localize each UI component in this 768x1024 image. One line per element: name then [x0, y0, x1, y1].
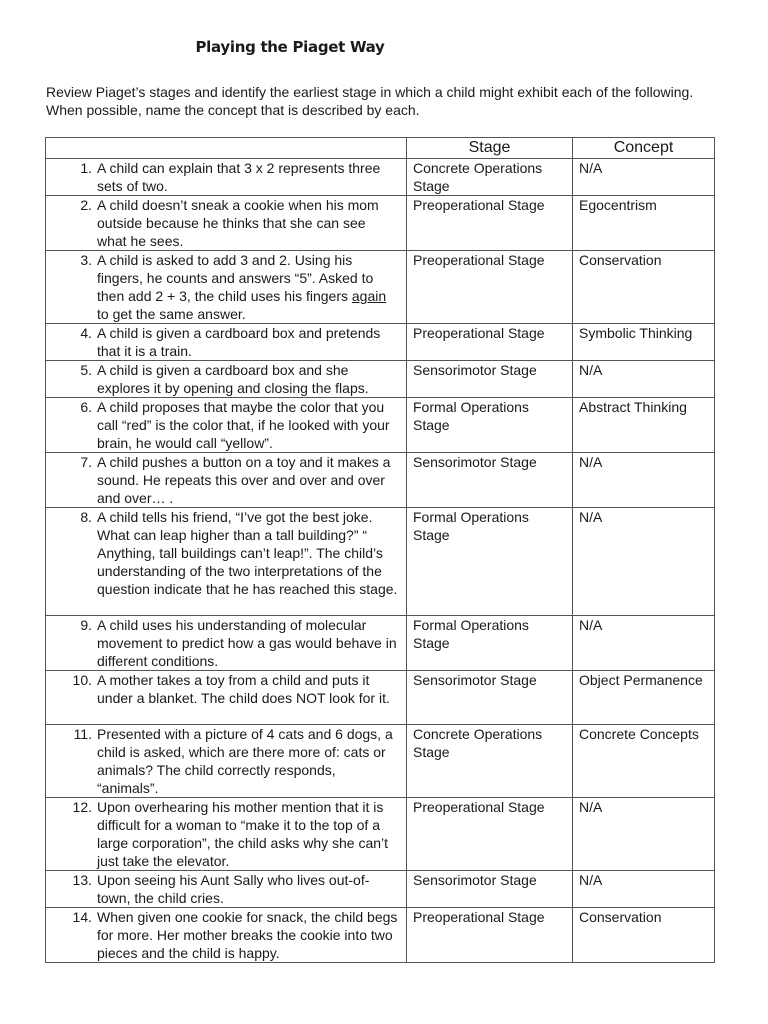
item-text-tail: to get the same answer.	[97, 306, 246, 322]
item-cell	[46, 508, 407, 616]
concept-cell: Abstract Thinking	[573, 398, 715, 453]
table-row	[46, 159, 715, 196]
item-text: A child is given a cardboard box and pretends that it is a train.	[97, 325, 381, 359]
stage-cell: Sensorimotor Stage	[407, 871, 573, 908]
header-concept: Concept	[573, 138, 715, 159]
item-text: A child is asked to add 3 and 2. Using his fingers, he counts and answers “5”. Asked to then add 2 + 3, the child uses his fingers	[97, 252, 374, 304]
item-text: A child uses his understanding of molecular movement to predict how a gas would behave in different conditions.	[97, 617, 397, 669]
item-text: A child is given a cardboard box and she explores it by opening and closing the flaps.	[97, 362, 369, 396]
table-row	[46, 616, 715, 671]
stage-cell: Formal Operations Stage	[407, 398, 573, 453]
concept-cell: Conservation	[573, 908, 715, 963]
item-cell	[46, 453, 407, 508]
table-row	[46, 398, 715, 453]
table-row	[46, 908, 715, 963]
concept-cell: Object Permanence	[573, 671, 715, 725]
item-number: 7.	[80, 454, 92, 470]
stage-cell: Concrete Operations Stage	[407, 725, 573, 798]
table-row	[46, 324, 715, 361]
concept-cell: Concrete Concepts	[573, 725, 715, 798]
header-stage: Stage	[407, 138, 573, 159]
item-number: 12.	[72, 799, 92, 815]
item-number: 14.	[72, 909, 92, 925]
item-number: 3.	[80, 252, 92, 268]
item-number: 13.	[72, 872, 92, 888]
concept-cell: Symbolic Thinking	[573, 324, 715, 361]
stage-cell: Preoperational Stage	[407, 251, 573, 324]
header-item	[46, 138, 407, 159]
item-text: Upon seeing his Aunt Sally who lives out-of-town, the child cries.	[97, 872, 370, 906]
stage-cell: Preoperational Stage	[407, 324, 573, 361]
item-cell	[46, 725, 407, 798]
concept-cell: N/A	[573, 159, 715, 196]
item-text-underlined: again	[351, 288, 387, 304]
item-text: A mother takes a toy from a child and puts it under a blanket. The child does NOT look for it.	[97, 672, 390, 706]
table-row	[46, 508, 715, 616]
concept-cell: N/A	[573, 798, 715, 871]
item-text: A child can explain that 3 x 2 represents three sets of two.	[97, 160, 381, 194]
item-number: 4.	[80, 325, 92, 341]
item-text: A child tells his friend, “I’ve got the best joke. What can leap higher than a tall building?” “ Anything, tall buildings can’t leap!”. The child’s understanding of the two interpretations of the question indicate that he has reached this stage.	[97, 509, 398, 597]
item-text: When given one cookie for snack, the child begs for more. Her mother breaks the cookie into two pieces and the child is happy.	[97, 909, 398, 961]
item-cell	[46, 324, 407, 361]
concept-cell: Egocentrism	[573, 196, 715, 251]
stage-cell: Formal Operations Stage	[407, 508, 573, 616]
table-row	[46, 871, 715, 908]
item-number: 6.	[80, 399, 92, 415]
item-number: 5.	[80, 362, 92, 378]
stage-cell: Preoperational Stage	[407, 798, 573, 871]
item-cell	[46, 159, 407, 196]
item-text: A child doesn’t sneak a cookie when his mom outside because he thinks that she can see what he sees.	[97, 197, 379, 249]
item-cell	[46, 908, 407, 963]
item-number: 2.	[80, 197, 92, 213]
item-number: 8.	[80, 509, 92, 525]
item-number: 11.	[73, 726, 92, 742]
item-text: A child proposes that maybe the color that you call “red” is the color that, if he looked with your brain, he would call “yellow”.	[97, 399, 390, 451]
item-cell	[46, 671, 407, 725]
item-text-wrap	[97, 251, 398, 323]
table-row	[46, 798, 715, 871]
item-text: Presented with a picture of 4 cats and 6 dogs, a child is asked, which are there more of: cats or animals? The child correctly responds, “animals”.	[97, 726, 393, 796]
stage-cell: Sensorimotor Stage	[407, 671, 573, 725]
concept-cell: N/A	[573, 508, 715, 616]
table-row	[46, 361, 715, 398]
stage-cell: Concrete Operations Stage	[407, 159, 573, 196]
item-cell	[46, 251, 407, 324]
stage-cell: Preoperational Stage	[407, 196, 573, 251]
table-row	[46, 196, 715, 251]
stage-cell: Preoperational Stage	[407, 908, 573, 963]
table-row	[46, 671, 715, 725]
item-number: 10.	[72, 672, 92, 688]
stage-cell: Formal Operations Stage	[407, 616, 573, 671]
table-header-row	[46, 138, 715, 159]
item-text: A child pushes a button on a toy and it makes a sound. He repeats this over and over and over and over… .	[97, 454, 391, 506]
stages-table	[45, 137, 715, 963]
item-text: Upon overhearing his mother mention that it is difficult for a woman to “make it to the top of a large corporation”, the child asks why she can’t just take the elevator.	[97, 799, 389, 869]
item-cell	[46, 871, 407, 908]
page-title: Playing the Piaget Way	[195, 38, 385, 56]
stage-cell: Sensorimotor Stage	[407, 361, 573, 398]
concept-cell: N/A	[573, 616, 715, 671]
item-number: 9.	[80, 617, 92, 633]
item-cell	[46, 361, 407, 398]
concept-cell: N/A	[573, 453, 715, 508]
instructions: Review Piaget’s stages and identify the earliest stage in which a child might exhibit each of the following. When possible, name the concept that is described by each.	[46, 84, 694, 118]
item-cell	[46, 798, 407, 871]
table-row	[46, 725, 715, 798]
item-cell	[46, 196, 407, 251]
item-cell	[46, 398, 407, 453]
concept-cell: N/A	[573, 361, 715, 398]
table-row	[46, 251, 715, 324]
item-cell	[46, 616, 407, 671]
table-row	[46, 453, 715, 508]
stage-cell: Sensorimotor Stage	[407, 453, 573, 508]
concept-cell: N/A	[573, 871, 715, 908]
item-number: 1.	[80, 160, 92, 176]
concept-cell: Conservation	[573, 251, 715, 324]
